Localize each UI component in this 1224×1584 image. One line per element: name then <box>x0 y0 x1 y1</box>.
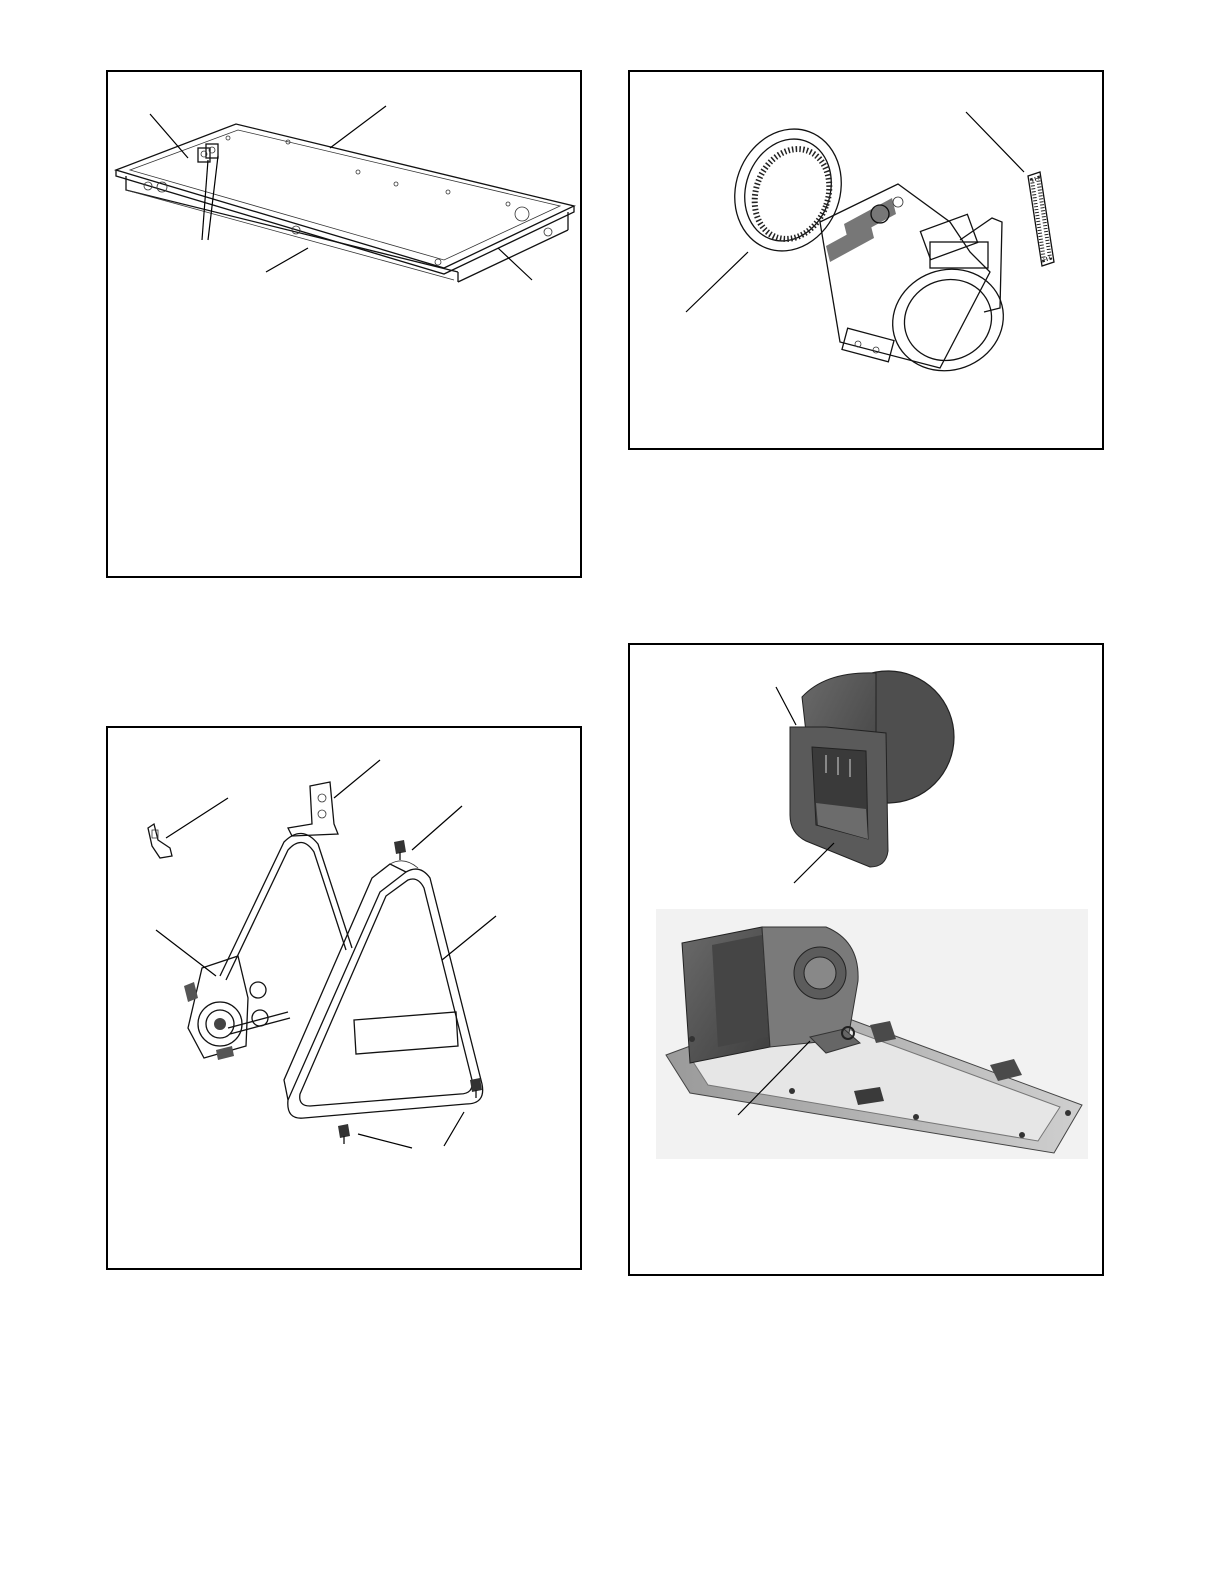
base-frame-drawing <box>108 72 580 576</box>
small-bracket <box>148 824 172 858</box>
idler-pulley-assembly <box>184 956 268 1060</box>
alternator-assembly-drawing <box>630 72 1102 448</box>
alternator-housing <box>820 184 1018 386</box>
air-duct <box>790 671 954 867</box>
belt-guard-assembly-drawing <box>108 728 580 1268</box>
belt-guard-callout-leaders <box>156 760 496 1148</box>
figure-belt-guard-assembly <box>106 726 582 1270</box>
generator-base-render <box>656 909 1088 1159</box>
belt-guard-cover <box>284 861 483 1118</box>
figure-alternator-assembly <box>628 70 1104 450</box>
upper-mounting-bracket <box>288 782 338 836</box>
drive-belt <box>220 833 352 1034</box>
air-duct-and-base-drawing <box>630 645 1102 1274</box>
figure-air-duct-and-base <box>628 643 1104 1276</box>
figure-base-frame <box>106 70 582 578</box>
base-frame <box>116 124 574 282</box>
rear-screen <box>1028 172 1054 266</box>
